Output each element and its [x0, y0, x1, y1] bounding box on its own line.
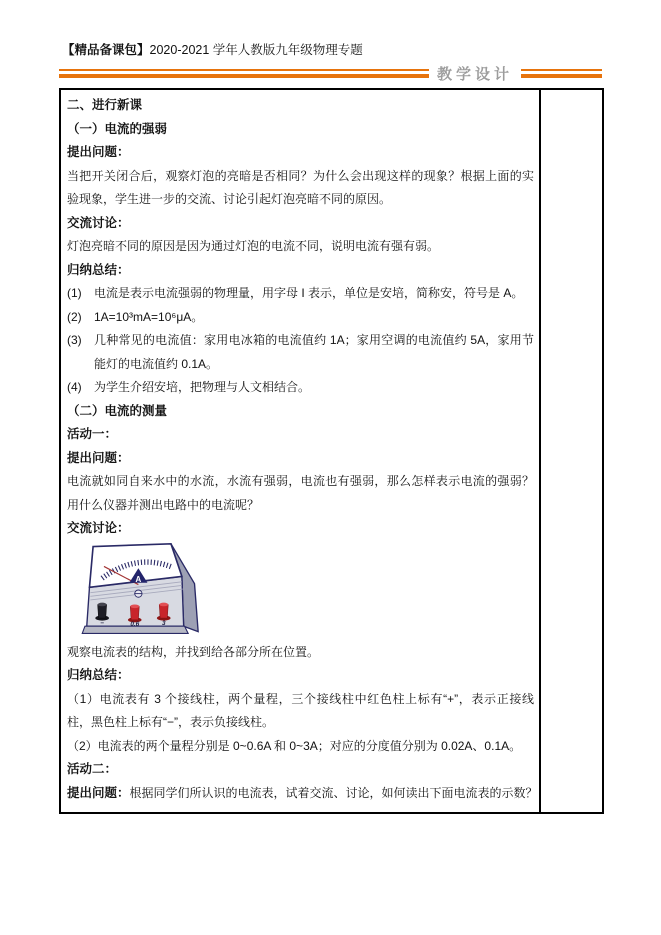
section2-summary-item-2: （2）电流表的两个量程分别是 0~0.6A 和 0~3A；对应的分度值分别为 0.02A、0.1A。 — [67, 738, 522, 753]
section2-question2-label: 提出问题： — [67, 785, 130, 800]
lesson-plan-table — [59, 88, 604, 814]
ammeter-figure — [79, 542, 534, 640]
terminal-3A-label: 3 — [161, 619, 166, 627]
section2-summary-item-1: （1）电流表有 3 个接线柱，两个量程，三个接线柱中红色柱上标有“+”，表示正接线柱，黑色柱上标有“−”，表示负接线柱。 — [67, 691, 534, 729]
banner-rule-left — [59, 69, 429, 78]
section1-question-label: 提出问题： — [67, 145, 130, 159]
section1-summary-label: 归纳总结： — [67, 262, 130, 277]
ammeter-symbol-letter: A — [135, 574, 142, 584]
summary-item-2-marker: (2) — [67, 309, 82, 324]
section1-discussion-label: 交流讨论： — [67, 215, 130, 230]
banner-rule-right — [521, 69, 602, 78]
section1-title: （一）电流的强弱 — [67, 121, 168, 136]
summary-item-1-text: 电流是表示电流强弱的物理量，用字母 I 表示，单位是安培，简称安，符号是 A。 — [94, 286, 524, 300]
summary-item-1 — [67, 282, 534, 306]
terminal-0-6A-label: 0.6 — [130, 620, 140, 628]
heading-new-lesson: 二、进行新课 — [67, 98, 143, 112]
section-banner — [59, 64, 602, 82]
summary-item-4-text: 为学生介绍安培，把物理与人文相结合。 — [94, 380, 311, 394]
section2-question2-text: 根据同学们所认识的电流表，试着交流、讨论，如何读出下面电流表的示数？ — [129, 785, 538, 800]
banner-label: 教学设计 — [437, 65, 514, 83]
summary-item-1-marker: (1) — [67, 286, 82, 300]
section2-question-text: 电流就如同自来水中的水流，水流有强弱，电流也有强弱，那么怎样表示电流的强弱？用什么仪器并测出电路中的电流呢？ — [67, 474, 534, 512]
summary-item-2-text: 1A=10³mA=10⁶μA。 — [94, 309, 204, 324]
document-header-title — [62, 40, 363, 58]
summary-item-3-marker: (3) — [67, 333, 82, 347]
lesson-content-cell — [61, 90, 541, 812]
ammeter-image — [79, 542, 205, 638]
notes-column — [541, 90, 602, 812]
section1-discussion-text: 灯泡亮暗不同的原因是因为通过灯泡的电流不同，说明电流有强有弱。 — [67, 239, 440, 253]
section2-question2 — [67, 782, 538, 806]
summary-item-3 — [67, 329, 534, 376]
section2-question-label: 提出问题： — [67, 450, 130, 465]
section2-observe-text: 观察电流表的结构，并找到给各部分所在位置。 — [67, 644, 320, 659]
section1-question-text: 当把开关闭合后，观察灯泡的亮暗是否相同？为什么会出现这样的现象？根据上面的实验现象，学生进一步的交流、讨论引起灯泡亮暗不同的原因。 — [67, 168, 534, 206]
summary-item-2 — [67, 306, 534, 330]
header-title-main: 2020-2021 学年人教版九年级物理专题 — [149, 43, 363, 57]
negative-terminal-label: − — [100, 619, 105, 627]
section2-title: （二）电流的测量 — [67, 403, 168, 418]
section2-discussion-label: 交流讨论： — [67, 521, 130, 535]
section2-activity2-label: 活动二： — [67, 762, 118, 776]
summary-item-4-marker: (4) — [67, 380, 82, 394]
summary-item-4 — [67, 376, 534, 400]
header-title-prefix: 【精品备课包】 — [62, 43, 150, 57]
section2-activity1-label: 活动一： — [67, 427, 118, 441]
summary-item-3-text: 几种常见的电流值：家用电冰箱的电流值约 1A；家用空调的电流值约 5A，家用节能灯的电流值约 0.1A。 — [94, 333, 534, 371]
section2-summary-label: 归纳总结： — [67, 668, 130, 682]
